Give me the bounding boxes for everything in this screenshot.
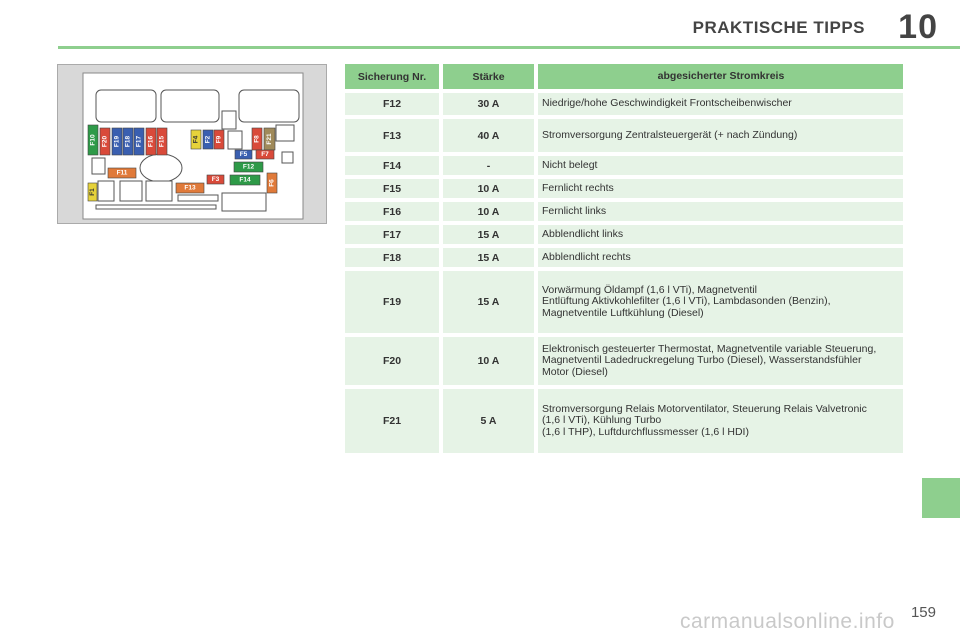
- fuse-number: F12: [345, 93, 439, 115]
- fuse-rating: 5 A: [443, 389, 534, 453]
- circuit-description: Abblendlicht rechts: [538, 248, 903, 267]
- strip-1: [178, 195, 218, 201]
- fuse-label: F11: [116, 169, 128, 177]
- fuse-label: F18: [124, 135, 132, 148]
- table-row: [345, 248, 903, 267]
- relay-2: [161, 90, 219, 122]
- fuse-label: F9: [215, 135, 223, 144]
- fuse-f16: [146, 128, 156, 155]
- fuse-number: F15: [345, 179, 439, 198]
- fuse-number: F14: [345, 156, 439, 175]
- fuse-f18: [123, 128, 133, 155]
- header-rule: [58, 46, 960, 49]
- fuse-f2: [203, 130, 213, 149]
- fuse-f8: [252, 128, 262, 150]
- fuse-label: F1: [89, 188, 96, 196]
- fuse-rating: 10 A: [443, 202, 534, 221]
- circuit-description: Fernlicht links: [538, 202, 903, 221]
- circuit-description: Abblendlicht links: [538, 225, 903, 244]
- circuit-description: Fernlicht rechts: [538, 179, 903, 198]
- fuse-label: F15: [158, 135, 166, 148]
- fuse-f5: [235, 150, 252, 159]
- fuse-rating: 10 A: [443, 179, 534, 198]
- fuse-number: F18: [345, 248, 439, 267]
- table-row: [345, 389, 903, 453]
- fuse-number: F16: [345, 202, 439, 221]
- circuit-description: Niedrige/hohe Geschwindigkeit Frontscheibenwischer: [538, 93, 903, 115]
- fuse-label: F13: [184, 184, 196, 192]
- fuse-f12: [234, 162, 263, 172]
- fuse-number: F13: [345, 119, 439, 152]
- table-header-row: [345, 64, 903, 89]
- fuse-f9: [214, 130, 224, 149]
- fuse-label: F20: [101, 135, 109, 148]
- fuse-number: F17: [345, 225, 439, 244]
- fuse-f13: [176, 183, 204, 193]
- fuse-rating: -: [443, 156, 534, 175]
- fuse-label: F21: [266, 133, 273, 145]
- fuse-label: F19: [113, 135, 121, 148]
- fuse-label: F4: [192, 135, 200, 144]
- page-title: PRAKTISCHE TIPPS: [692, 18, 865, 37]
- fuse-label: F7: [261, 151, 269, 158]
- fuse-label: F10: [89, 134, 97, 146]
- header-circuit: abgesicherter Stromkreis: [538, 64, 903, 89]
- relay-small: [222, 111, 236, 129]
- relay-1: [96, 90, 156, 122]
- fuse-number: F20: [345, 337, 439, 385]
- socket-1: [228, 131, 242, 149]
- round-socket: [140, 154, 182, 182]
- fuse-label: F6: [268, 179, 276, 187]
- fuse-label: F8: [253, 135, 261, 143]
- table-row: [345, 156, 903, 175]
- fuse-label: F16: [147, 135, 155, 148]
- fuse-rating: 15 A: [443, 225, 534, 244]
- socket-3: [282, 152, 293, 163]
- fuse-f4: [191, 130, 201, 149]
- fuse-rating: 40 A: [443, 119, 534, 152]
- table-body: [345, 93, 903, 453]
- watermark: carmanualsonline.info: [680, 610, 895, 633]
- socket-6: [120, 181, 142, 201]
- fuse-f21: [264, 128, 275, 150]
- fuse-table: [345, 64, 903, 457]
- fuse-box-drawing: [58, 65, 328, 225]
- table-row: [345, 225, 903, 244]
- table-row: [345, 179, 903, 198]
- fuse-box-diagram: [57, 64, 327, 224]
- socket-4: [92, 158, 105, 174]
- fuse-label: F2: [204, 135, 212, 144]
- socket-7: [146, 181, 172, 201]
- fuse-label: F12: [242, 163, 255, 171]
- fuse-f17: [134, 128, 144, 155]
- table-row: [345, 337, 903, 385]
- table-row: [345, 271, 903, 333]
- fuse-label: F3: [211, 176, 220, 183]
- fuse-number: F21: [345, 389, 439, 453]
- fuse-rating: 10 A: [443, 337, 534, 385]
- fuse-rating: 15 A: [443, 248, 534, 267]
- page-number: 159: [910, 604, 936, 621]
- header-rating: Stärke: [443, 64, 534, 89]
- fuse-f19: [112, 128, 122, 155]
- table-row: [345, 119, 903, 152]
- circuit-description: Elektronisch gesteuerter Thermostat, Magnetventile variable Steuerung, Magnetventil Ladedruckregelung Turbo (Diesel), Wasserstandsfühler Motor (Diesel): [538, 337, 903, 385]
- circuit-description: Stromversorgung Relais Motorventilator, Steuerung Relais Valvetronic (1,6 l VTi), Kühlung Turbo (1,6 l THP), Luftdurchflussmesser (1,6 l HDI): [538, 389, 903, 453]
- fuse-number: F19: [345, 271, 439, 333]
- circuit-description: Nicht belegt: [538, 156, 903, 175]
- table-row: [345, 93, 903, 115]
- fuse-f6: [267, 173, 277, 193]
- fuse-f10: [88, 125, 98, 155]
- socket-8: [222, 193, 266, 211]
- fuse-label: F5: [239, 151, 248, 158]
- chapter-number: 10: [898, 8, 938, 46]
- fuse-f14: [230, 175, 260, 185]
- fuse-label: F17: [135, 135, 143, 148]
- chapter-tab: [922, 478, 960, 518]
- socket-2: [276, 125, 294, 141]
- fuse-f20: [100, 128, 110, 155]
- circuit-description: Vorwärmung Öldampf (1,6 l VTi), Magnetventil Entlüftung Aktivkohlefilter (1,6 l VTi), Lambdasonden (Benzin), Magnetventile Luftkühlung (Diesel): [538, 271, 903, 333]
- relay-3: [239, 90, 299, 122]
- socket-5: [98, 181, 114, 201]
- fuse-label: F14: [239, 176, 251, 184]
- fuse-f15: [157, 128, 167, 155]
- fuse-rating: 15 A: [443, 271, 534, 333]
- fuse-f3: [207, 175, 224, 184]
- fuse-f11: [108, 168, 136, 178]
- fuse-f7: [256, 150, 274, 159]
- fuse-f1: [88, 183, 97, 201]
- strip-2: [96, 205, 216, 209]
- fuse-rating: 30 A: [443, 93, 534, 115]
- circuit-description: Stromversorgung Zentralsteuergerät (+ nach Zündung): [538, 119, 903, 152]
- header-fuse-number: Sicherung Nr.: [345, 64, 439, 89]
- table-row: [345, 202, 903, 221]
